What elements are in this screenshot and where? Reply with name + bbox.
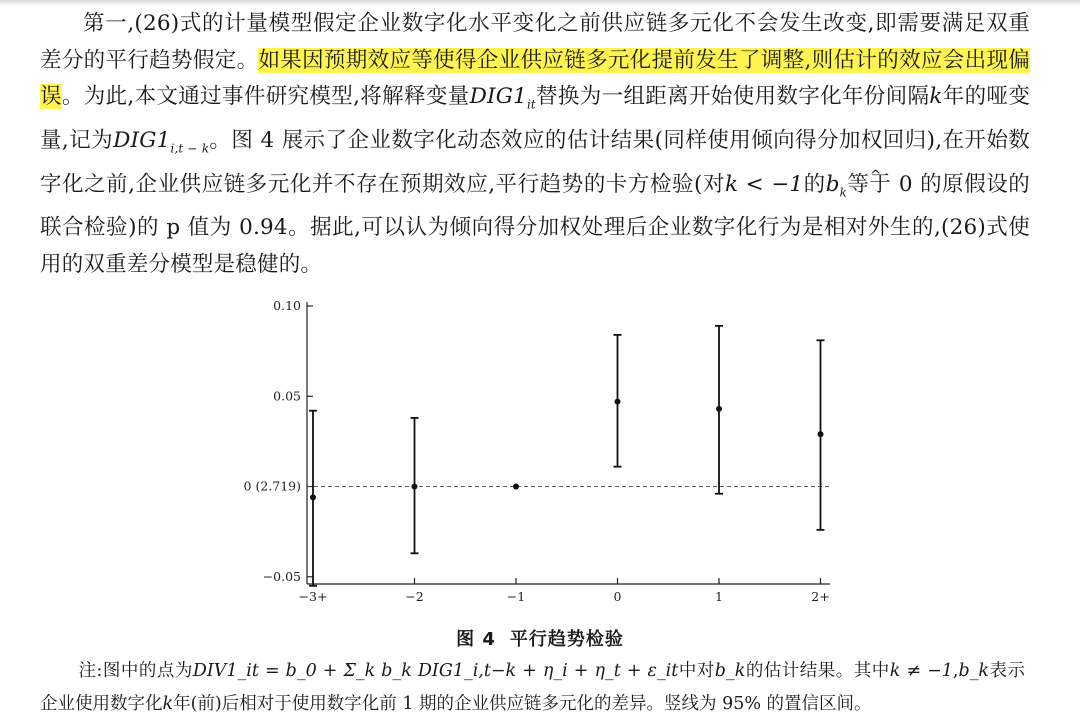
chart-marks bbox=[307, 326, 830, 586]
note-tail: 年(前)后相对于使用数字化前 1 期的企业供应链多元化的差异。竖线为 95% 的置信区间。 bbox=[173, 694, 872, 714]
y-tick-label: 0 (2.719) bbox=[243, 478, 301, 494]
coef-name: b bbox=[825, 171, 840, 197]
estimate-point bbox=[513, 484, 519, 490]
event-study-chart bbox=[243, 290, 850, 610]
x-tick-label: −3+ bbox=[298, 589, 328, 604]
y-tick-label: −0.05 bbox=[262, 568, 301, 584]
var-k: k bbox=[929, 84, 943, 109]
figure-number: 图 4 bbox=[456, 629, 496, 650]
chart-axes bbox=[244, 298, 830, 604]
note-formula: DIV1_it = b_0 + Σ_k b_k DIG1_i,t−k + η_i + η_t + ε_it bbox=[192, 661, 679, 681]
sentence-denoted: 年的哑变量,记为 bbox=[40, 84, 1031, 153]
coef-b-hat bbox=[826, 172, 847, 197]
sentence-of: 的 bbox=[803, 171, 826, 197]
highlighted-sentence: 如果因预期效应等使得企业供应链多元化提前发生了调整,则估计的效应会出现偏误 bbox=[40, 47, 1030, 109]
coef-subscript: k bbox=[839, 184, 848, 199]
note-condition: k ≠ −1 bbox=[889, 661, 953, 681]
x-tick-label: 1 bbox=[715, 589, 723, 604]
note-mid2: 的估计结果。其中 bbox=[745, 661, 890, 681]
x-tick-label: 0 bbox=[613, 589, 622, 604]
sentence-conclusion: 等于 0 的原假设的联合检验)的 p 值为 0.94。据此,可以认为倾向得分加权处理后企业数字化行为是相对外生的,(26)式使用的双重差分模型是稳健的。 bbox=[40, 171, 1030, 277]
note-coef: b_k bbox=[958, 661, 990, 681]
estimate-point bbox=[310, 494, 316, 500]
var-name: DIG1 bbox=[113, 127, 171, 153]
x-tick-label: 2+ bbox=[811, 589, 830, 604]
estimate-point bbox=[818, 431, 824, 437]
variable-dig bbox=[469, 84, 536, 112]
var-subscript: it bbox=[526, 97, 536, 112]
note-k: k bbox=[162, 694, 174, 714]
sentence-method: 。为此,本文通过事件研究模型,将解释变量 bbox=[61, 84, 470, 109]
note-mid4: 表示企业使用数字化 bbox=[40, 661, 1026, 714]
x-tick-label: −1 bbox=[506, 589, 526, 604]
sentence-replace: 替换为一组距离开始使用数字化年份间隔 bbox=[535, 84, 930, 109]
note-comma: , bbox=[952, 661, 959, 681]
paragraph-text bbox=[40, 6, 1030, 283]
figure-caption bbox=[0, 625, 1080, 651]
note-text bbox=[40, 655, 1025, 721]
y-tick-label: 0.05 bbox=[273, 388, 301, 404]
note-mid: 中对 bbox=[678, 661, 715, 681]
sentence-results: 。图 4 展示了企业数字化动态效应的估计结果(同样使用倾向得分加权回归),在开始数字化之前,企业供应链多元化并不存在预期效应,平行趋势的卡方检验(对 bbox=[40, 127, 1030, 197]
var-subscript: i,t − k bbox=[170, 141, 210, 156]
y-tick-label: 0.10 bbox=[273, 298, 301, 313]
estimate-point bbox=[412, 484, 418, 490]
variable-dig-lag bbox=[113, 127, 210, 156]
figure-title: 平行趋势检验 bbox=[509, 629, 624, 650]
var-name: DIG1 bbox=[469, 84, 527, 109]
condition-k: k < −1 bbox=[725, 171, 804, 197]
x-tick-label: −2 bbox=[405, 589, 424, 604]
body-paragraph bbox=[40, 6, 1030, 283]
note-coef: b_k bbox=[714, 661, 746, 681]
sentence-parallel-trend: 第一,(26)式的计量模型假定企业数字化水平变化之前供应链多元化不会发生改变,即需要满足双重差分的平行趋势假定。 bbox=[40, 11, 1030, 73]
estimate-point bbox=[615, 399, 621, 405]
note-prefix: 注:图中的点为 bbox=[78, 661, 193, 681]
estimate-point bbox=[716, 406, 722, 412]
figure-note bbox=[40, 655, 1025, 721]
